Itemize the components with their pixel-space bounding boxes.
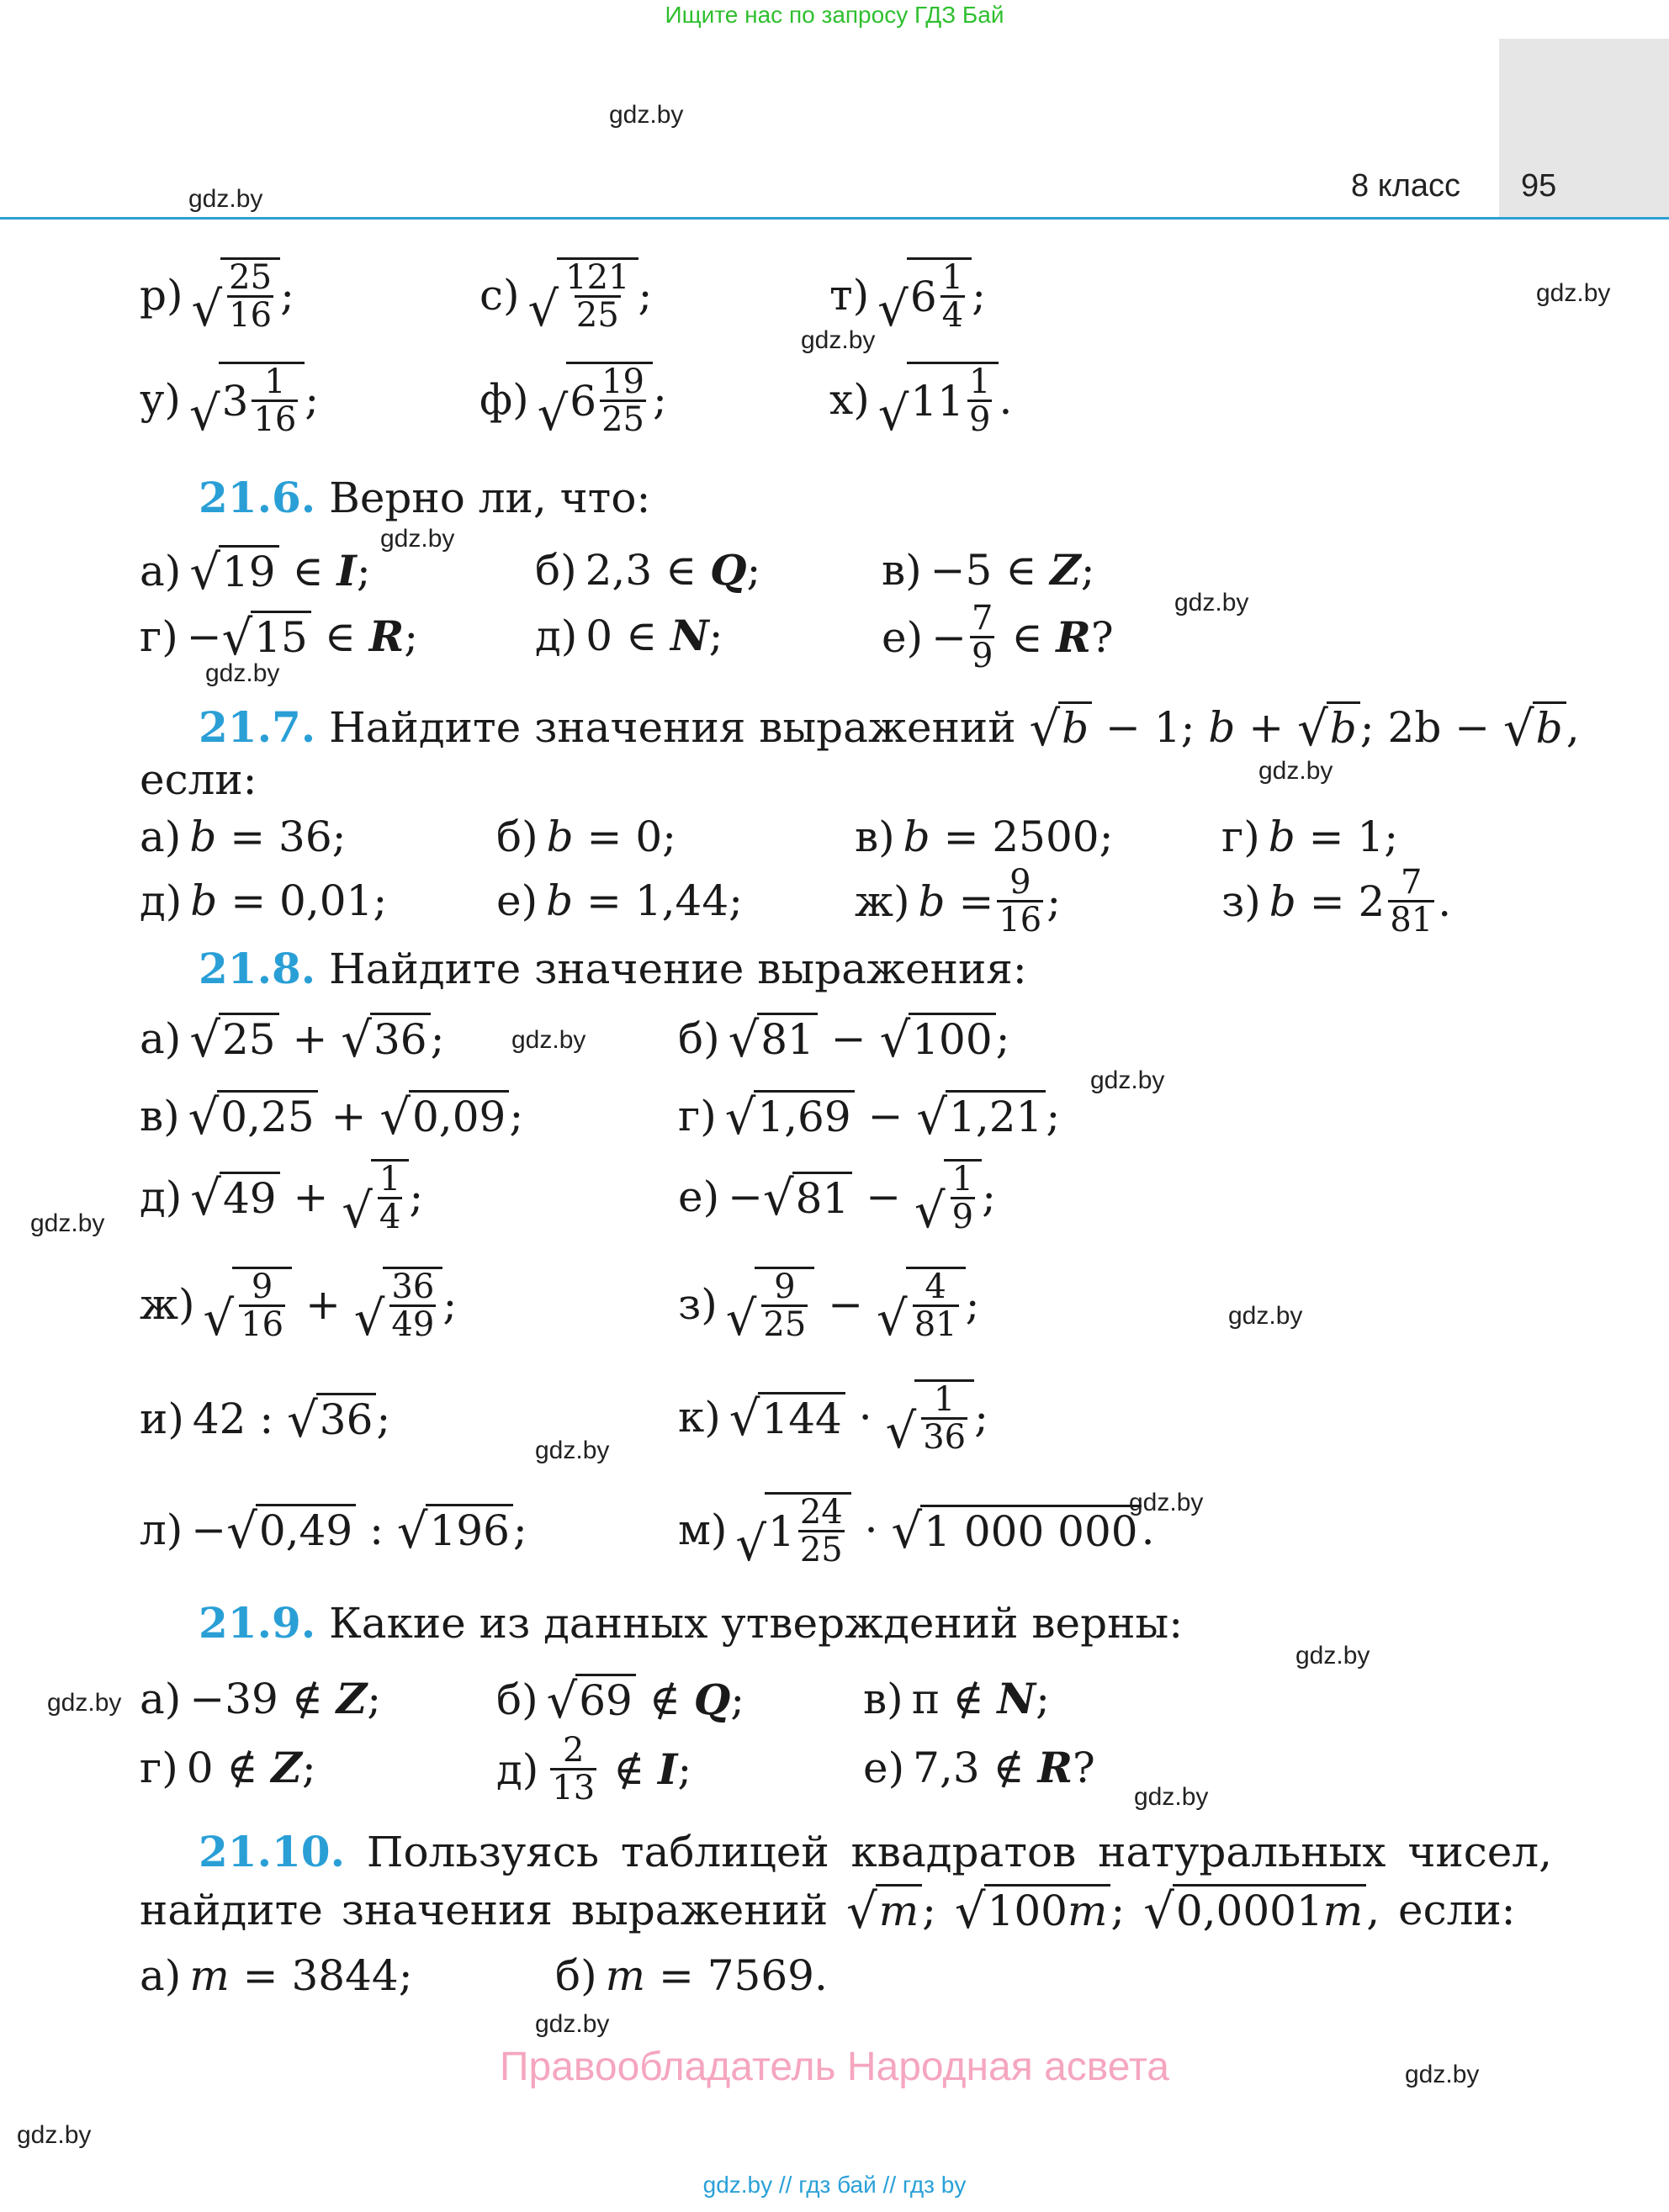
ex218-b: б) √ 81 − √ 100 ; [678, 1011, 1010, 1068]
ex218-z: з) √ $\frac{9}{25}$ − √ $\frac{4}{81}$ ; [678, 1267, 980, 1347]
ex216-v: в) −5 ∈ Z ; [882, 545, 1095, 595]
watermark: gdz.by [1405, 2061, 1480, 2088]
ex216-d: д) 0 ∈ N ; [535, 611, 723, 660]
ex219-g: г) 0 ∉ Z ; [140, 1743, 316, 1792]
exercise-21-7-heading: 21.7. Найдите значения выражений √ b − 1; b + √ b ; 2b − √ b , [199, 700, 1580, 757]
ex218-g: г) √ 1,69 − √ 1,21 ; [678, 1088, 1061, 1146]
watermark: gdz.by [535, 1437, 610, 1464]
ex216-g: г) − √ 15 ∈ R ; [140, 609, 419, 666]
ex218-i: и) 42 : √ 36 ; [140, 1391, 391, 1448]
watermark: gdz.by [609, 101, 684, 129]
page-number: 95 [1521, 168, 1557, 204]
watermark: gdz.by [47, 1689, 122, 1717]
ex219-e: е) 7,3 ∉ R ? [863, 1743, 1095, 1792]
watermark: gdz.by [17, 2121, 92, 2149]
exercise-21-6-heading: 21.6. Верно ли, что: [199, 473, 651, 522]
exercise-21-8-heading: 21.8. Найдите значение выражения: [199, 944, 1027, 993]
copyright-notice: Правообладатель Народная асвета [500, 2045, 1169, 2089]
item-r: р) √ $\frac{25}{16}$ ; [140, 258, 294, 337]
ex218-m: м) √ 1 $\frac{24}{25}$ · √ 1 000 000 . [678, 1493, 1155, 1572]
ex218-v: в) √ 0,25 + √ 0,09 ; [140, 1088, 524, 1146]
ex218-e: е) − √ 81 − √ $\frac{1}{9}$ ; [678, 1160, 996, 1239]
ex217-e: е) b = 1,44; [496, 876, 743, 925]
ex218-l: л) − √ 0,49 : √ 196 ; [140, 1502, 527, 1559]
exercise-21-9-heading: 21.9. Какие из данных утверждений верны: [199, 1598, 1184, 1648]
watermark: gdz.by [1134, 1783, 1209, 1811]
exercise-21-10-line2: найдите значения выражений √ m ; √ 100 m ; √ 0,0001 m , если: [140, 1882, 1516, 1939]
watermark: gdz.by [801, 326, 876, 354]
watermark: gdz.by [511, 1026, 586, 1054]
item-u: у) √ 3 $\frac{1}{16}$ ; [140, 362, 320, 442]
ex217-zh: ж) b = $\frac{9}{16}$ ; [855, 863, 1062, 939]
ex218-k: к) √ 144 · √ $\frac{1}{36}$ ; [678, 1380, 988, 1459]
item-kh: х) √ 11 $\frac{1}{9}$ . [829, 362, 1013, 442]
ex217-v: в) b = 2500; [855, 812, 1114, 861]
watermark: gdz.by [205, 659, 280, 687]
ex218-a: а) √ 25 + √ 36 ; [140, 1011, 445, 1068]
watermark: gdz.by [1295, 1642, 1370, 1670]
ex2110-b: б) m = 7569. [555, 1951, 828, 2000]
watermark: gdz.by [535, 2010, 610, 2038]
ex217-a: а) b = 36; [140, 812, 347, 861]
item-t: т) √ 6 $\frac{1}{4}$ ; [829, 258, 986, 337]
watermark: gdz.by [30, 1209, 105, 1237]
ex218-zh: ж) √ $\frac{9}{16}$ + √ $\frac{36}{49}$ ; [140, 1267, 458, 1347]
ex219-v: в) π ∉ N ; [863, 1674, 1050, 1723]
exercise-21-7-cont: если: [140, 755, 257, 804]
ex219-a: а) −39 ∉ Z ; [140, 1674, 382, 1723]
ex2110-a: а) m = 3844; [140, 1951, 413, 2000]
ex218-d: д) √ 49 + √ $\frac{1}{4}$ ; [140, 1160, 424, 1239]
watermark: gdz.by [1228, 1302, 1303, 1330]
ex216-a: а) √ 19 ∈ I ; [140, 543, 371, 601]
ex217-g: г) b = 1; [1221, 812, 1399, 861]
watermark: gdz.by [1090, 1066, 1165, 1094]
watermark: gdz.by [1129, 1489, 1204, 1516]
watermark: gdz.by [1258, 757, 1333, 785]
watermark: gdz.by [188, 185, 263, 213]
ex216-b: б) 2,3 ∈ Q ; [535, 545, 761, 595]
top-note: Ищите нас по запросу ГДЗ Бай [665, 2, 1004, 28]
footer-links[interactable]: gdz.by // гдз бай // гдз by [702, 2172, 967, 2198]
ex216-e: е) − $\frac{7}{9}$ ∈ R ? [882, 599, 1114, 675]
watermark: gdz.by [1536, 279, 1611, 307]
ex219-b: б) √ 69 ∉ Q ; [496, 1672, 745, 1729]
ex217-b: б) b = 0; [496, 812, 676, 861]
ex217-d: д) b = 0,01; [140, 876, 388, 925]
ex219-d: д) $\frac{2}{13}$ ∉ I ; [496, 1731, 692, 1807]
watermark: gdz.by [1174, 589, 1249, 617]
ex217-z: з) b = 2 $\frac{7}{81}$ . [1221, 863, 1452, 939]
watermark: gdz.by [380, 525, 455, 553]
exercise-21-10-heading: 21.10. Пользуясь таблицей квадратов натуральных чисел, [199, 1827, 1553, 1876]
header-divider [0, 217, 1669, 220]
item-s: с) √ $\frac{121}{25}$ ; [480, 258, 653, 337]
grade-label: 8 класс [1351, 168, 1461, 204]
item-f: ф) √ 6 $\frac{19}{25}$ ; [480, 362, 667, 442]
